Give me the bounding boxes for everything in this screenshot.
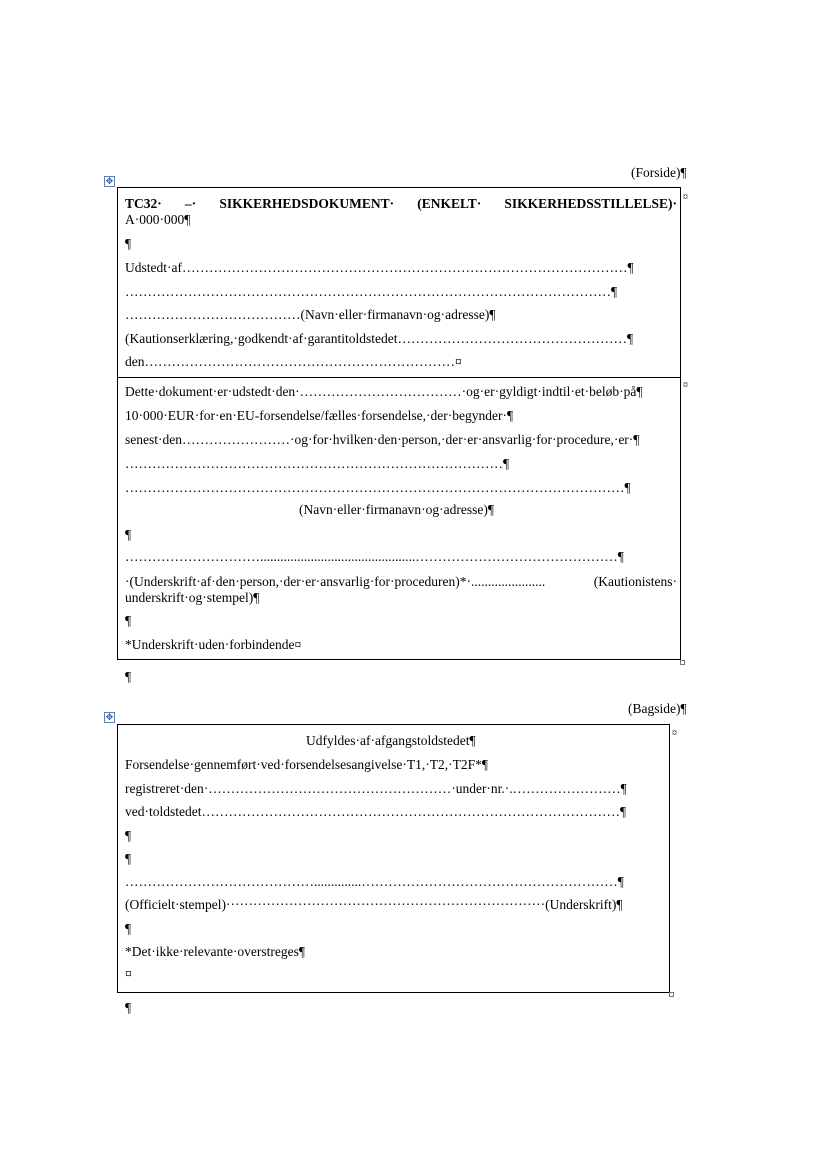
registered-line[interactable]: registreret·den·………………………………………………·under·nr.·.……………………¶ [125,781,627,796]
table-move-handle-icon[interactable]: ✥ [105,712,114,722]
blank-paragraph: ¶ [125,851,132,866]
transit-declaration-line: Forsendelse·gennemført·ved·forsendelsesangivelse·T1,·T2,·T2F*¶ [125,757,489,772]
signature-footnote: *Underskrift·uden·forbindende¤ [125,637,302,652]
table-resize-handle-icon[interactable] [669,992,674,997]
signature-captions [125,574,677,590]
blank-paragraph: ¶ [125,828,132,843]
table-resize-handle-icon[interactable] [680,660,685,665]
validity-paragraph-line-1[interactable]: Dette·dokument·er·udstedt·den·………………………………·og·er·gyldigt·indtil·et·beløb·på¶ [125,384,643,399]
principal-signature-caption: ·(Underskrift·af·den·person,·der·er·ansvarlig·for·proceduren)*·...................... [125,574,546,589]
title-part: SIKKERHEDSDOKUMENT· [219,196,395,211]
title-part: SIKKERHEDSSTILLELSE)· [504,196,677,211]
signature-dotted-line[interactable]: ……………………………………..............…………………………………………………¶ [125,874,624,889]
name-address-caption: (Navn·eller·firmanavn·og·adresse)¶ [299,502,495,517]
issued-by-line[interactable]: Udstedt·af………………………………………………………………………………………¶ [125,260,634,275]
back-heading: Udfyldes·af·afgangstoldstedet¶ [306,733,476,748]
customs-office-line[interactable]: ved·toldstedet…………………………………………………………………………………¶ [125,804,627,819]
name-address-line[interactable]: …………………………………(Navn·eller·firmanavn·og·adresse)¶ [125,307,496,322]
front-table-row-1 [117,187,681,378]
stamp-signature-captions: (Officielt·stempel)·······································································(Underskrift)¶ [125,897,623,912]
guarantee-line[interactable]: (Kautionserklæring,·godkendt·af·garantitoldstedet……………………………………………¶ [125,331,634,346]
title-part: TC32· [125,196,162,211]
end-of-row-mark: ¤ [683,192,688,203]
dotted-line[interactable]: …………………………………………………………………………¶ [125,456,510,471]
blank-paragraph: ¶ [125,236,132,251]
back-side-label: (Bagside)¶ [628,701,687,716]
guarantor-signature-caption-cont: underskrift·og·stempel)¶ [125,590,260,605]
validity-paragraph-line-2: 10·000·EUR·for·en·EU-forsendelse/fælles·forsendelse,·der·begynder·¶ [125,408,514,423]
date-line[interactable]: den……………………………………………………………¤ [125,354,462,369]
blank-paragraph: ¶ [125,613,132,628]
dotted-line[interactable]: …………………………………………………………………………………………………¶ [125,480,631,495]
end-of-cell-mark: ¤ [125,966,132,981]
end-of-row-mark: ¤ [672,728,677,739]
document-number: A·000·000¶ [125,212,191,227]
document-title [125,196,677,212]
blank-paragraph: ¶ [125,527,132,542]
title-part: –· [184,196,197,211]
front-side-label: (Forside)¶ [631,165,687,180]
blank-paragraph: ¶ [125,1000,132,1015]
strike-footnote: *Det·ikke·relevante·overstreges¶ [125,944,306,959]
dotted-line[interactable]: ………………………………………………………………………………………………¶ [125,284,618,299]
signature-dotted-line[interactable]: …………………………..............................................………………………………………¶ [125,549,624,564]
title-part: (ENKELT· [417,196,482,211]
guarantor-signature-caption: (Kautionistens· [593,574,677,589]
blank-paragraph: ¶ [125,669,132,684]
end-of-row-mark: ¤ [683,380,688,391]
table-move-handle-icon[interactable]: ✥ [105,176,114,186]
validity-paragraph-line-3[interactable]: senest·den……………………·og·for·hvilken·den·person,·der·er·ansvarlig·for·procedure,·er·¶ [125,432,640,447]
blank-paragraph: ¶ [125,921,132,936]
